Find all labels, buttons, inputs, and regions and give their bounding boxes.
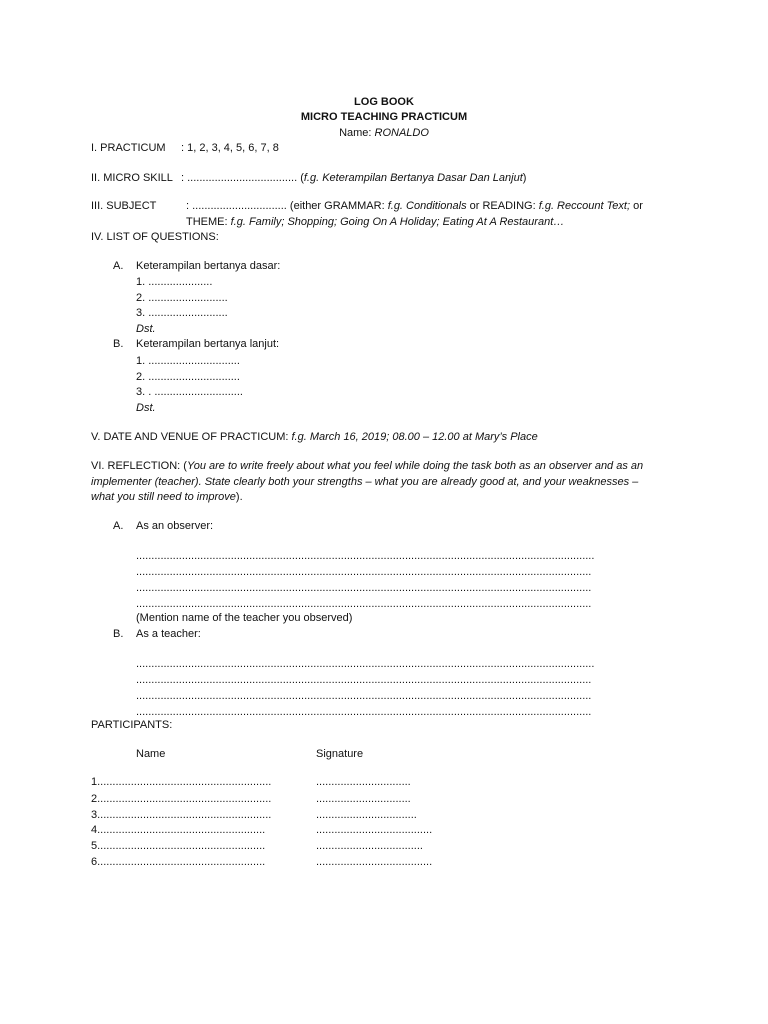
- question-b-item: 2. ..............................: [136, 371, 240, 383]
- reflection-a-marker: A.: [113, 520, 124, 532]
- reflection-a-title: As an observer:: [136, 520, 214, 532]
- observer-writing-line: .....................................................................................................................................................: [136, 598, 592, 610]
- subject-or: or: [630, 200, 643, 212]
- subject-example-grammar: f.g. Conditionals: [387, 200, 467, 212]
- question-a-etc: Dst.: [136, 323, 156, 335]
- question-a-item: 1. .....................: [136, 276, 213, 288]
- subject-dots: : ............................... (either GRAMMAR:: [186, 200, 388, 212]
- practicum-label: I. PRACTICUM: [91, 142, 166, 154]
- participants-signature-header: Signature: [316, 748, 364, 760]
- venue-value: f.g. March 16, 2019; 08.00 – 12.00 at Mary’s Place: [291, 431, 538, 443]
- micro-skill-label: II. MICRO SKILL: [91, 172, 173, 184]
- participant-signature: ......................................: [316, 856, 433, 868]
- questions-a-marker: A.: [113, 260, 124, 272]
- name-value: RONALDO: [374, 127, 429, 139]
- questions-a-title: Keterampilan bertanya dasar:: [136, 260, 281, 272]
- participant-name: 5.......................................................: [91, 840, 266, 852]
- reflection-line-3: [91, 490, 243, 504]
- question-b-etc: Dst.: [136, 402, 156, 414]
- teacher-writing-line: .....................................................................................................................................................: [136, 674, 592, 686]
- observer-writing-line: .....................................................................................................................................................: [136, 566, 592, 578]
- questions-label: IV. LIST OF QUESTIONS:: [91, 231, 219, 243]
- participants-label: PARTICIPANTS:: [91, 719, 173, 731]
- question-a-item: 3. ..........................: [136, 307, 228, 319]
- theme-line: [186, 215, 564, 229]
- subject-or-reading: or READING:: [466, 200, 539, 212]
- reflection-text-1: You are to write freely about what you feel while doing the task both as an observer and as an: [186, 460, 644, 472]
- subject-value: [186, 199, 643, 213]
- reflection-b-marker: B.: [113, 628, 124, 640]
- participant-name: 4.......................................................: [91, 824, 266, 836]
- reflection-text-2: implementer (teacher). State clearly both your strengths – what you are already good at, and your weaknesses –: [91, 476, 639, 488]
- venue-label: V. DATE AND VENUE OF PRACTICUM:: [91, 431, 292, 443]
- question-b-item: 1. ..............................: [136, 355, 240, 367]
- participant-signature: .................................: [316, 809, 417, 821]
- reflection-line-1: [91, 459, 643, 473]
- participant-name: 1.........................................................: [91, 776, 272, 788]
- participant-signature: ......................................: [316, 824, 433, 836]
- participant-signature: ...................................: [316, 840, 423, 852]
- venue-line: [91, 430, 538, 444]
- subject-example-reading: f.g. Reccount Text;: [538, 200, 631, 212]
- subject-label: III. SUBJECT: [91, 200, 157, 212]
- name-line: [0, 126, 768, 140]
- participant-name: 2.........................................................: [91, 793, 272, 805]
- micro-skill-dots: : .................................... (: [181, 172, 304, 184]
- participant-name: 6.......................................................: [91, 856, 266, 868]
- observer-writing-line: ......................................................................................................................................................: [136, 550, 595, 562]
- reflection-label: VI. REFLECTION: (: [91, 460, 187, 472]
- question-a-item: 2. ..........................: [136, 292, 228, 304]
- questions-b-title: Keterampilan bertanya lanjut:: [136, 338, 280, 350]
- observer-note: (Mention name of the teacher you observed): [136, 612, 353, 624]
- reflection-b-title: As a teacher:: [136, 628, 201, 640]
- micro-skill-value: [181, 171, 526, 185]
- participant-name: 3.........................................................: [91, 809, 272, 821]
- doc-subtitle: MICRO TEACHING PRACTICUM: [300, 111, 468, 123]
- participant-signature: ...............................: [316, 776, 411, 788]
- observer-writing-line: .....................................................................................................................................................: [136, 582, 592, 594]
- theme-label: THEME:: [186, 216, 231, 228]
- teacher-writing-line: .....................................................................................................................................................: [136, 690, 592, 702]
- participant-signature: ...............................: [316, 793, 411, 805]
- teacher-writing-line: ......................................................................................................................................................: [136, 658, 595, 670]
- question-b-item: 3. . .............................: [136, 386, 243, 398]
- name-label: Name:: [339, 127, 375, 139]
- theme-value: f.g. Family; Shopping; Going On A Holiday; Eating At A Restaurant…: [230, 216, 565, 228]
- micro-skill-example: f.g. Keterampilan Bertanya Dasar Dan Lanjut: [303, 172, 523, 184]
- doc-title: LOG BOOK: [354, 96, 414, 108]
- reflection-text-3: what you still need to improve: [91, 491, 236, 503]
- teacher-writing-line: .....................................................................................................................................................: [136, 706, 592, 718]
- practicum-value: : 1, 2, 3, 4, 5, 6, 7, 8: [181, 142, 279, 154]
- participants-name-header: Name: [136, 748, 166, 760]
- micro-skill-close: ): [522, 172, 527, 184]
- reflection-close: ).: [235, 491, 243, 503]
- questions-b-marker: B.: [113, 338, 124, 350]
